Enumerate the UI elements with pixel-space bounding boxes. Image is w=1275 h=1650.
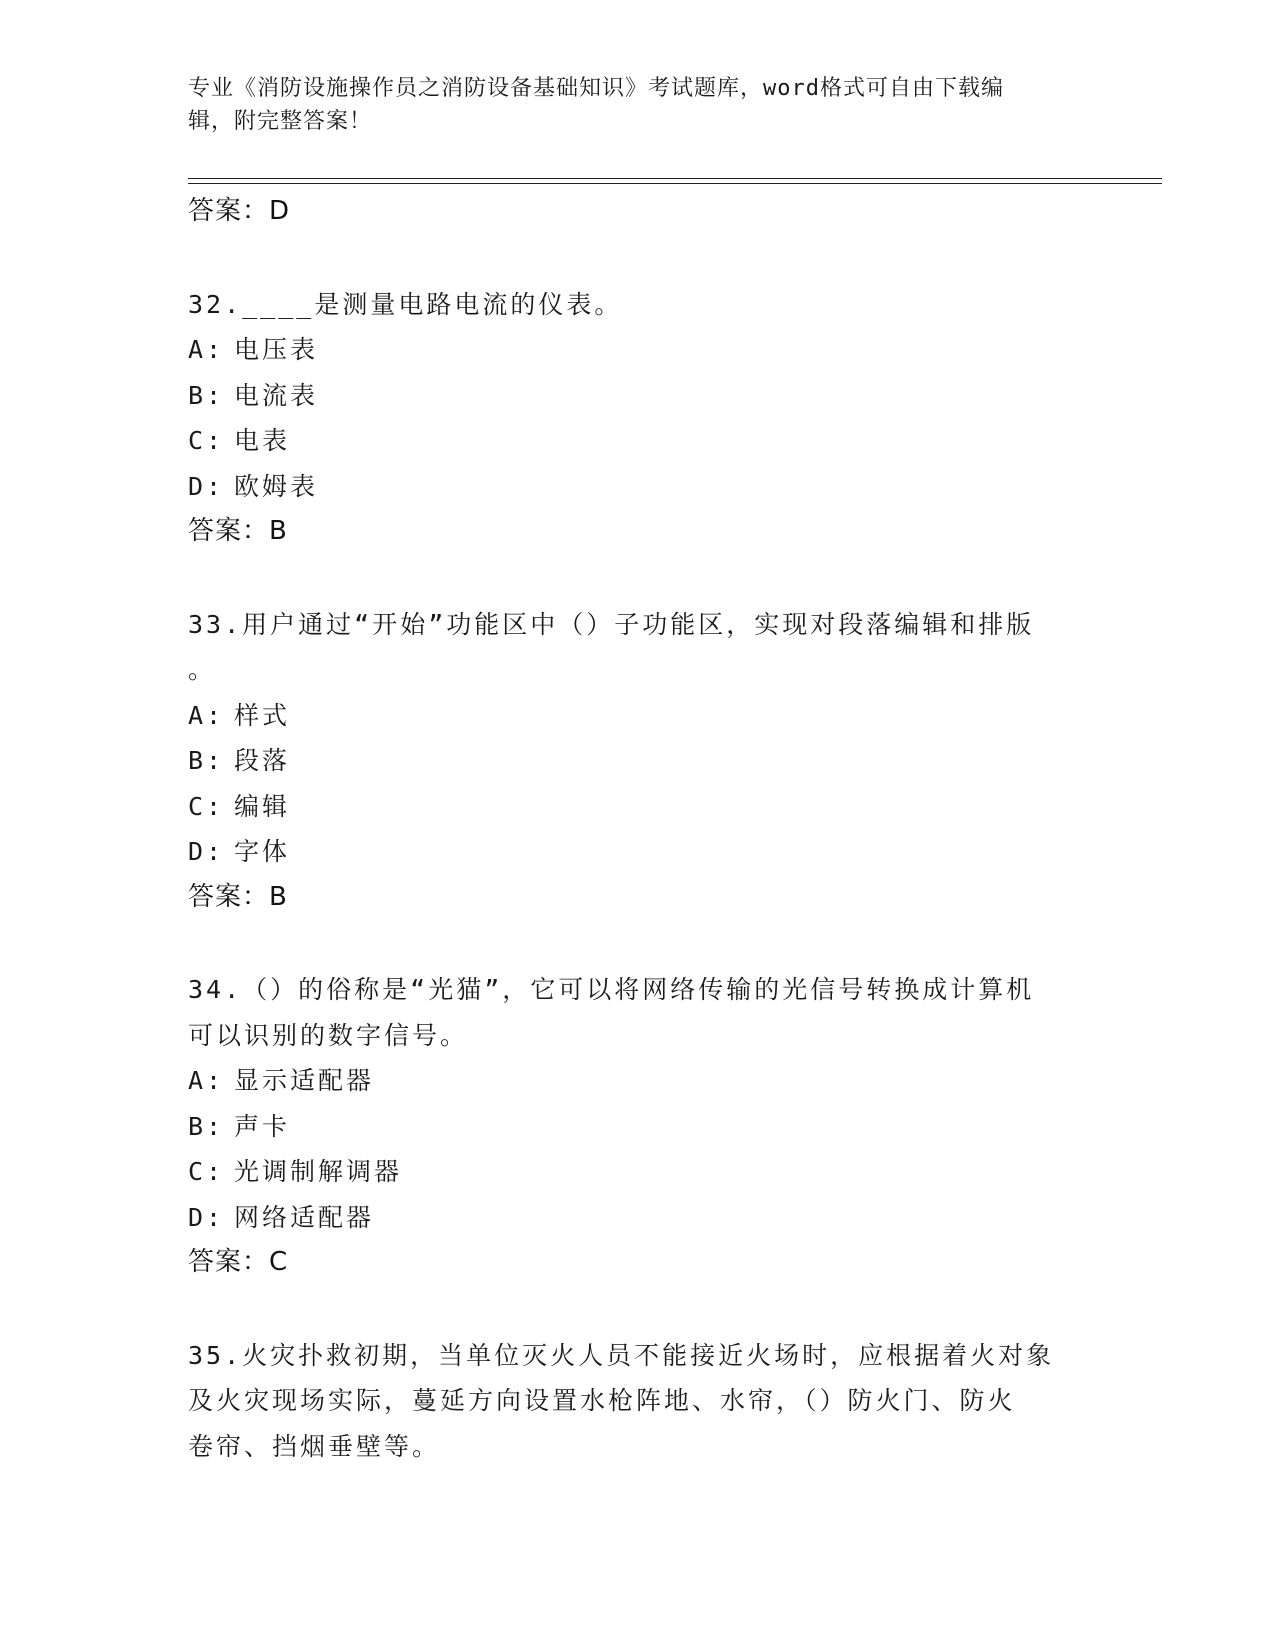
option-label: C: [188,1157,225,1186]
spacer [188,555,1088,602]
answer: 答案：B [188,516,288,546]
header-line-2: 辑，附完整答案！ [188,109,373,134]
question-35 [188,1333,1088,1470]
option-label: D: [188,1202,225,1232]
option-b [188,1104,1088,1150]
option-label: A: [188,700,225,730]
option-label: D: [188,837,225,866]
option-text: 网络适配器 [234,1202,375,1232]
option-text: 欧姆表 [234,471,319,501]
option-c [188,784,1088,830]
option-text: 电流表 [234,380,319,410]
option-b [188,373,1088,419]
question-stem-continued: 及火灾现场实际，蔓延方向设置水枪阵地、水帘，（）防火门、防火 [188,1386,1016,1415]
question-stem: 33.用户通过“开始”功能区中（）子功能区，实现对段落编辑和排版 [188,609,1035,639]
option-text: 样式 [234,700,291,730]
spacer [188,1286,1088,1333]
option-d [188,1195,1088,1241]
option-label: B: [188,380,225,410]
option-label: B: [188,1111,225,1141]
header-rule-bottom [188,183,1162,184]
question-list [188,189,1088,1469]
option-text: 电压表 [234,335,319,364]
option-label: D: [188,471,225,501]
question-33 [188,602,1088,921]
question-stem: 34.（）的俗称是“光猫”，它可以将网络传输的光信号转换成计算机 [188,975,1035,1004]
option-a [188,327,1088,373]
option-c [188,1149,1088,1195]
spacer [188,235,1088,282]
option-text: 编辑 [234,791,291,821]
previous-answer: 答案：D [188,196,291,226]
option-d [188,829,1088,875]
answer: 答案：B [188,881,288,912]
question-stem-continued: 。 [188,655,217,684]
option-d [188,464,1088,510]
option-text: 显示适配器 [234,1066,375,1095]
option-text: 声卡 [234,1111,291,1141]
option-a [188,1058,1088,1104]
option-c [188,418,1088,464]
header-line-1: 专业《消防设施操作员之消防设备基础知识》考试题库，word格式可自由下载编 [188,76,1004,101]
option-label: B: [188,746,225,775]
option-label: C: [188,426,225,455]
question-stem-continued: 卷帘、挡烟垂壁等。 [188,1431,441,1461]
option-text: 电表 [234,426,291,455]
option-text: 光调制解调器 [234,1157,403,1186]
option-label: A: [188,1066,225,1095]
option-a [188,693,1088,739]
option-text: 段落 [234,746,291,775]
option-text: 字体 [234,837,291,866]
question-32 [188,282,1088,555]
option-label: C: [188,791,225,821]
question-34 [188,967,1088,1286]
document-header-note [188,72,1068,138]
spacer [188,920,1088,967]
header-rule-top [188,178,1162,179]
option-label: A: [188,335,225,364]
question-stem: 35.火灾扑救初期，当单位灭火人员不能接近火场时，应根据着火对象 [188,1340,1055,1370]
answer: 答案：C [188,1247,289,1277]
question-stem-continued: 可以识别的数字信号。 [188,1020,469,1050]
option-b [188,738,1088,784]
question-stem: 32.____是测量电路电流的仪表。 [188,289,623,319]
